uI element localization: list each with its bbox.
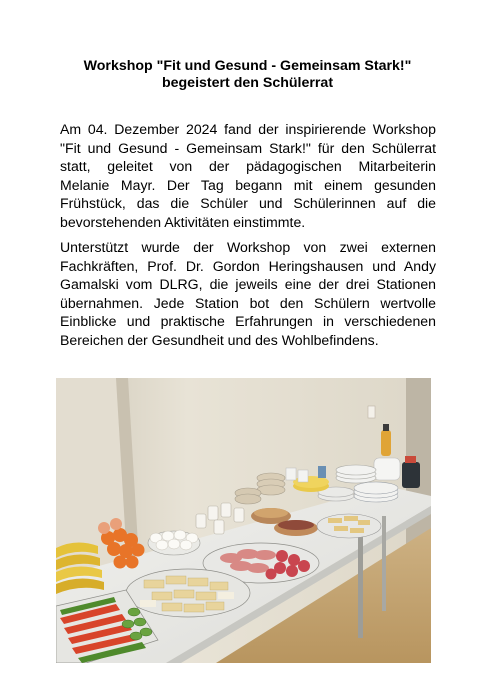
- title-line-2: begeistert den Schülerrat: [161, 75, 334, 91]
- document-title: [60, 58, 435, 92]
- title-line-1: Workshop "Fit und Gesund - Gemeinsam Stark!": [83, 58, 412, 74]
- paragraph-line: Unterstützt wurde der Workshop von zwei externen: [60, 239, 436, 255]
- paragraph-intro: [60, 120, 436, 232]
- paragraph-line: Melanie Mayr. Der Tag begann mit einem gesunden: [60, 176, 436, 193]
- breakfast-buffet-photo: [56, 378, 431, 663]
- paragraph-line: statt, geleitet von der pädagogischen Mitarbeiterin: [60, 158, 436, 175]
- paragraph-line: übernahmen. Jede Station bot den Schülern wertvolle: [60, 294, 436, 311]
- paragraph-line: "Fit und Gesund - Gemeinsam Stark!" für den Schülerrat: [60, 139, 436, 156]
- paragraph-line: Bereichen der Gesundheit und des Wohlbefindens.: [60, 331, 379, 348]
- paragraph-support: [60, 238, 436, 350]
- paragraph-line: Einblicke und praktische Erfahrungen in verschiedenen: [60, 313, 436, 330]
- paragraph-line: Frühstück, das die Schüler und Schülerinnen auf die: [60, 195, 436, 212]
- paragraph-line: Am 04. Dezember 2024 fand der inspirierende Workshop: [60, 121, 436, 137]
- paragraph-line: Fachkräften, Prof. Dr. Gordon Heringshausen und Andy: [60, 257, 436, 274]
- paragraph-line: Gamalski vom DLRG, die jeweils eine der drei Stationen: [60, 276, 436, 293]
- paragraph-line: bevorstehenden Aktivitäten einstimmte.: [60, 213, 306, 230]
